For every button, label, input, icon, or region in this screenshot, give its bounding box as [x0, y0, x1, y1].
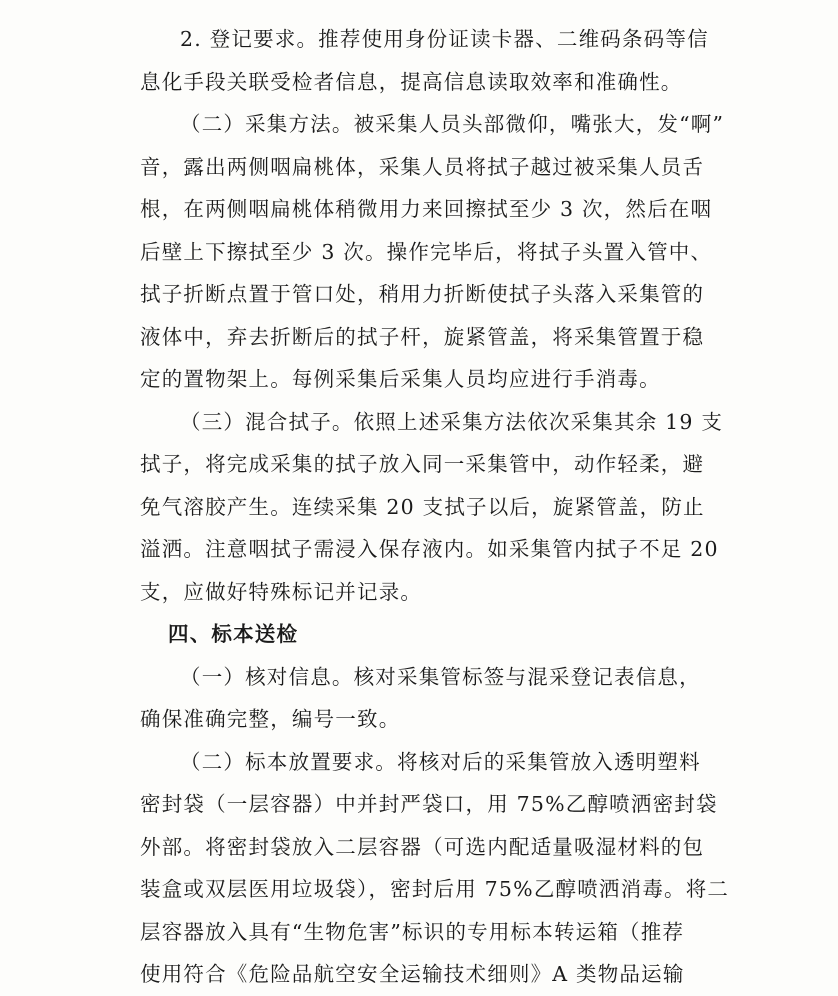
- text-line: 密封袋（一层容器）中并封严袋口，用 75%乙醇喷洒密封袋: [140, 792, 718, 816]
- text-line: （一）核对信息。核对采集管标签与混采登记表信息，: [180, 664, 701, 689]
- text-line: 定的置物架上。每例采集后采集人员均应进行手消毒。: [140, 367, 661, 391]
- text-line: 外部。将密封袋放入二层容器（可选内配适量吸湿材料的包: [140, 834, 705, 859]
- text-line: 确保准确完整，编号一致。: [140, 707, 401, 731]
- text-line: 溢洒。注意咽拭子需浸入保存液内。如采集管内拭子不足 20: [140, 537, 719, 561]
- section-heading: 四、标本送检: [168, 622, 299, 646]
- text-line: 装盒或双层医用垃圾袋），密封后用 75%乙醇喷洒消毒。将二: [140, 877, 730, 901]
- text-line: 2. 登记要求。推荐使用身份证读卡器、二维码条码等信: [180, 27, 709, 51]
- text-line: （二）采集方法。被采集人员头部微仰，嘴张大，发“啊”: [180, 112, 725, 136]
- text-line: 拭子折断点置于管口处，稍用力折断使拭子头落入采集管的: [140, 282, 705, 306]
- text-line: 液体中，弃去折断后的拭子杆，旋紧管盖，将采集管置于稳: [140, 324, 705, 349]
- text-line: 支，应做好特殊标记并记录。: [140, 579, 423, 604]
- text-line: （二）标本放置要求。将核对后的采集管放入透明塑料: [180, 749, 701, 774]
- text-line: 后壁上下擦拭至少 3 次。操作完毕后，将拭子头置入管中、: [140, 239, 713, 264]
- text-line: 使用符合《危险品航空安全运输技术细则》A 类物品运输: [140, 962, 685, 986]
- text-line: 息化手段关联受检者信息，提高信息读取效率和准确性。: [140, 69, 683, 94]
- text-line: 音，露出两侧咽扁桃体，采集人员将拭子越过被采集人员舌: [140, 154, 705, 179]
- text-line: 根，在两侧咽扁桃体稍微用力来回擦拭至少 3 次，然后在咽: [140, 197, 713, 221]
- text-line: 层容器放入具有“生物危害”标识的专用标本转运箱（推荐: [140, 919, 685, 944]
- text-line: （三）混合拭子。依照上述采集方法依次采集其余 19 支: [180, 409, 724, 434]
- text-line: 拭子，将完成采集的拭子放入同一采集管中，动作轻柔，避: [140, 452, 705, 476]
- text-line: 免气溶胶产生。连续采集 20 支拭子以后，旋紧管盖，防止: [140, 494, 705, 519]
